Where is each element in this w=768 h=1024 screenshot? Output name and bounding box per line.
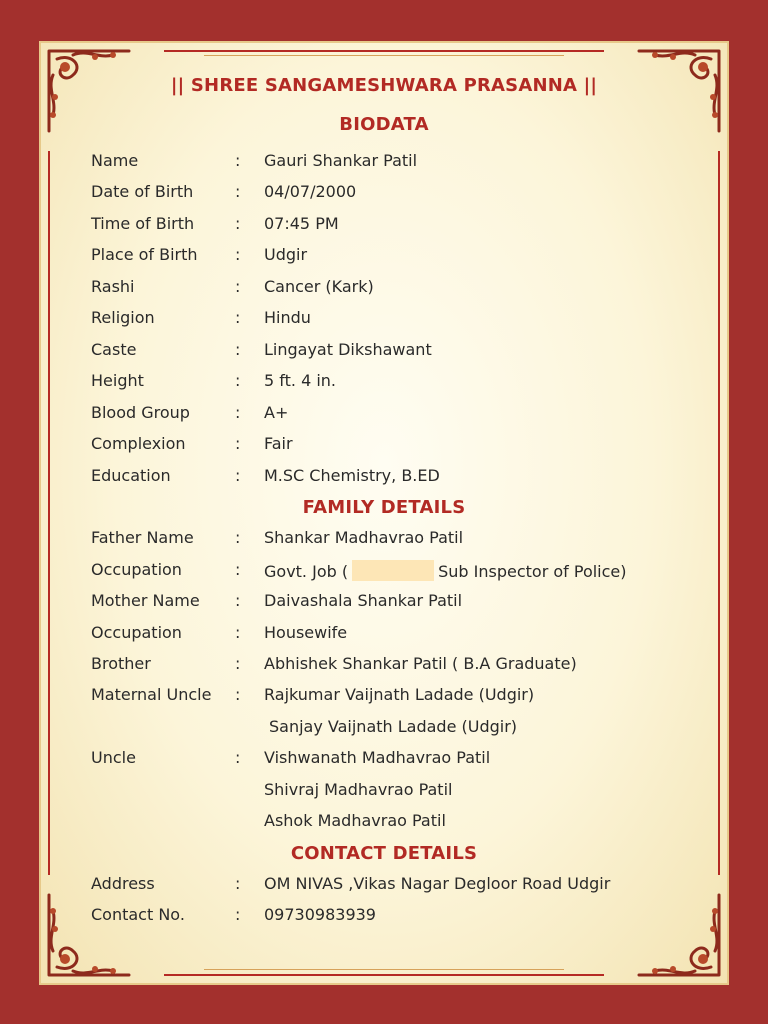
field-colon: : <box>235 182 241 201</box>
field-label: Brother <box>91 654 151 673</box>
field-colon: : <box>235 277 241 296</box>
field-colon: : <box>235 151 241 170</box>
personal-row-tob <box>0 214 768 238</box>
field-value <box>264 560 627 581</box>
family-row-brother <box>0 654 768 678</box>
family-row-father <box>0 528 768 552</box>
field-value: Ashok Madhavrao Patil <box>264 811 446 830</box>
field-value: OM NIVAS ,Vikas Nagar Degloor Road Udgir <box>264 874 611 893</box>
field-value: Rajkumar Vaijnath Ladade (Udgir) <box>264 685 535 704</box>
family-row-mother <box>0 591 768 615</box>
field-value: Lingayat Dikshawant <box>264 340 432 359</box>
field-colon: : <box>235 591 241 610</box>
field-colon: : <box>235 685 241 704</box>
personal-row-blood-group <box>0 403 768 427</box>
field-colon: : <box>235 528 241 547</box>
field-label: Height <box>91 371 144 390</box>
personal-row-name <box>0 151 768 175</box>
field-value: Gauri Shankar Patil <box>264 151 418 170</box>
field-value: Shivraj Madhavrao Patil <box>264 780 453 799</box>
field-value: Udgir <box>264 245 308 264</box>
field-colon: : <box>235 214 241 233</box>
field-label: Uncle <box>91 748 136 767</box>
field-label: Maternal Uncle <box>91 685 212 704</box>
contact-row-address <box>0 874 768 898</box>
field-colon: : <box>235 560 241 579</box>
field-colon: : <box>235 308 241 327</box>
field-value: Hindu <box>264 308 311 327</box>
field-label: Blood Group <box>91 403 190 422</box>
frame-line-bottom <box>164 974 604 976</box>
field-label: Address <box>91 874 155 893</box>
field-label: Time of Birth <box>91 214 195 233</box>
field-colon: : <box>235 403 241 422</box>
redaction-box <box>352 560 434 581</box>
field-label: Place of Birth <box>91 245 198 264</box>
family-row-father-occupation <box>0 560 768 584</box>
field-value: 09730983939 <box>264 905 376 924</box>
field-value: Cancer (Kark) <box>264 277 374 296</box>
field-label: Caste <box>91 340 137 359</box>
field-colon: : <box>235 434 241 453</box>
contact-details-heading: CONTACT DETAILS <box>290 843 478 864</box>
field-value: Fair <box>264 434 293 453</box>
field-value: Daivashala Shankar Patil <box>264 591 463 610</box>
family-row-maternal-uncle <box>0 685 768 709</box>
personal-row-caste <box>0 340 768 364</box>
field-label: Education <box>91 466 171 485</box>
field-value: A+ <box>264 403 289 422</box>
personal-row-education <box>0 466 768 490</box>
family-row-mother-occupation <box>0 623 768 647</box>
field-label: Religion <box>91 308 155 327</box>
field-value: 5 ft. 4 in. <box>264 371 336 390</box>
field-colon: : <box>235 654 241 673</box>
floral-corner-icon <box>43 889 135 981</box>
field-label: Name <box>91 151 139 170</box>
family-row-uncle-3 <box>0 811 768 835</box>
field-colon: : <box>235 623 241 642</box>
field-colon: : <box>235 905 241 924</box>
field-value: Vishwanath Madhavrao Patil <box>264 748 491 767</box>
field-label: Contact No. <box>91 905 185 924</box>
field-label: Date of Birth <box>91 182 194 201</box>
personal-row-rashi <box>0 277 768 301</box>
field-colon: : <box>235 371 241 390</box>
occupation-prefix: Govt. Job ( <box>264 562 349 581</box>
frame-line-top-inner <box>204 55 564 56</box>
field-colon: : <box>235 466 241 485</box>
field-label: Complexion <box>91 434 186 453</box>
biodata-heading: BIODATA <box>339 114 429 135</box>
frame-line-top <box>164 50 604 52</box>
field-value: 07:45 PM <box>264 214 339 233</box>
personal-row-height <box>0 371 768 395</box>
field-value: 04/07/2000 <box>264 182 357 201</box>
field-value: Abhishek Shankar Patil ( B.A Graduate) <box>264 654 577 673</box>
occupation-suffix: Sub Inspector of Police) <box>438 562 627 581</box>
personal-row-dob <box>0 182 768 206</box>
field-colon: : <box>235 874 241 893</box>
field-label: Father Name <box>91 528 194 547</box>
page-title: || SHREE SANGAMESHWARA PRASANNA || <box>170 75 598 96</box>
family-details-heading: FAMILY DETAILS <box>302 497 466 518</box>
family-row-uncle-2 <box>0 780 768 804</box>
family-row-maternal-uncle-2 <box>0 717 768 741</box>
field-colon: : <box>235 245 241 264</box>
field-value: M.SC Chemistry, B.ED <box>264 466 440 485</box>
field-value: Housewife <box>264 623 348 642</box>
field-label: Mother Name <box>91 591 200 610</box>
frame-line-bottom-inner <box>204 969 564 970</box>
field-colon: : <box>235 748 241 767</box>
contact-row-phone <box>0 905 768 929</box>
field-value: Sanjay Vaijnath Ladade (Udgir) <box>269 717 518 736</box>
field-colon: : <box>235 340 241 359</box>
field-value: Shankar Madhavrao Patil <box>264 528 464 547</box>
family-row-uncle <box>0 748 768 772</box>
personal-row-pob <box>0 245 768 269</box>
floral-corner-icon <box>633 889 725 981</box>
personal-row-religion <box>0 308 768 332</box>
personal-row-complexion <box>0 434 768 458</box>
field-label: Occupation <box>91 560 182 579</box>
field-label: Rashi <box>91 277 135 296</box>
field-label: Occupation <box>91 623 182 642</box>
